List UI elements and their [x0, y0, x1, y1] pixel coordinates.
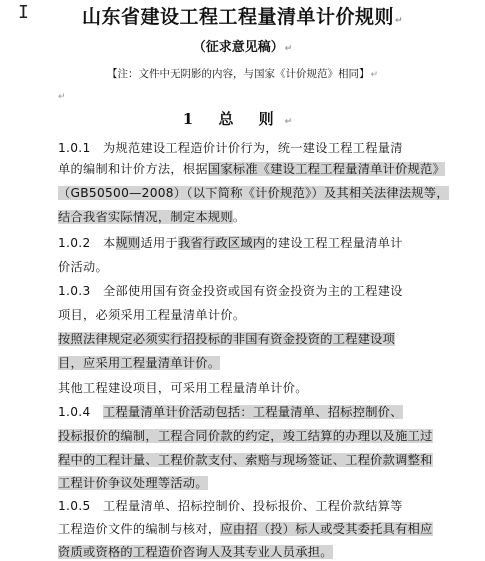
body-line: [58, 379, 468, 397]
shaded-text-segment: 国家标准《建设工程工程量清单计价规范》: [207, 162, 446, 176]
paragraph-mark-icon: ↵: [284, 117, 303, 127]
shaded-text-segment: 工程量清单计价活动包括：工程量清单、招标控制价、: [103, 405, 403, 419]
shaded-text-segment: 工程计价争议处理等活动。: [58, 476, 208, 490]
text-segment: 1.0.4: [58, 405, 103, 419]
body-line: [58, 139, 468, 157]
shaded-text-segment: 规则: [115, 236, 141, 250]
document-subtitle: [0, 36, 485, 55]
paragraph-mark-icon: ↵: [58, 92, 66, 102]
text-cursor: I: [18, 2, 29, 23]
text-segment: 工程造价文件的编制与核对，: [58, 522, 221, 536]
document-subtitle-text: （征求意见稿）: [192, 40, 284, 55]
document-title: [0, 2, 485, 29]
body-line: [58, 208, 468, 226]
paragraph-mark-icon: ↵: [394, 16, 404, 26]
body-line: [58, 282, 468, 300]
text-segment: 1.0.3 全部使用国有资金投资或国有资金投资为主的工程建设: [58, 284, 403, 298]
text-segment: 1.0.2 本: [58, 236, 116, 250]
body-line: [58, 474, 468, 492]
body-line: [58, 306, 468, 324]
body-line: [58, 497, 468, 515]
document-title-text: 山东省建设工程工程量清单计价规则: [81, 6, 394, 28]
chapter-heading: [0, 108, 485, 129]
shading-note: [0, 66, 485, 81]
shaded-text-segment: （GB50500—2008）（以下简称《计价规范》）及其相关法律法规等，: [58, 186, 449, 200]
text-segment: 其他工程建设项目，可采用工程量清单计价。: [58, 381, 308, 395]
body-line: [58, 234, 468, 252]
body-line: [58, 184, 468, 202]
body-line: [58, 520, 468, 538]
body-line: [58, 354, 468, 372]
shaded-text-segment: 按照法律规定必须实行招投标的非国有资金投资的工程建设项: [58, 332, 396, 346]
paragraph-mark-icon: ↵: [370, 70, 379, 80]
text-segment: 适用于: [140, 236, 178, 250]
text-segment: 价活动。: [58, 260, 108, 274]
text-segment: 1.0.5 工程量清单、招标控制价、投标报价、工程价款结算等: [58, 499, 403, 513]
shading-note-text: 【注：文件中无阴影的内容，与国家《计价规范》相同】: [106, 68, 370, 80]
body-line: [58, 427, 468, 445]
chapter-heading-text: 1 总 则: [182, 110, 284, 128]
text-segment: 项目，必须采用工程量清单计价。: [58, 308, 246, 322]
shaded-text-segment: 应由招（投）标人或受其委托具有相应: [220, 522, 433, 536]
text-segment: 。: [232, 210, 246, 224]
shaded-text-segment: 我省行政区域内: [177, 236, 266, 250]
shaded-text-segment: 投标报价的编制，工程合同价款的约定，竣工结算的办理以及施工过: [58, 429, 433, 443]
paragraph-mark-icon: ↵: [284, 44, 293, 54]
body-line: [58, 160, 468, 178]
shaded-text-segment: 结合我省实际情况，制定本规则: [58, 210, 233, 224]
shaded-text-segment: 目，应采用工程量清单计价。: [58, 356, 221, 370]
body-line: [58, 330, 468, 348]
body-line: [58, 258, 468, 276]
shaded-text-segment: 程中的工程计量、工程价款支付、索赔与现场签证、工程价款调整和: [58, 453, 433, 467]
text-segment: 的建设工程工程量清单计: [265, 236, 403, 250]
body-line: [58, 403, 468, 421]
body-line: [58, 451, 468, 469]
body-line: [58, 543, 468, 561]
text-segment: 单的编制和计价方法，根据: [58, 162, 208, 176]
shaded-text-segment: 资质或资格的工程造价咨询人及其专业人员承担。: [58, 545, 333, 559]
text-segment: 1.0.1 为规范建设工程造价计价行为，统一建设工程工程量清: [58, 141, 403, 155]
